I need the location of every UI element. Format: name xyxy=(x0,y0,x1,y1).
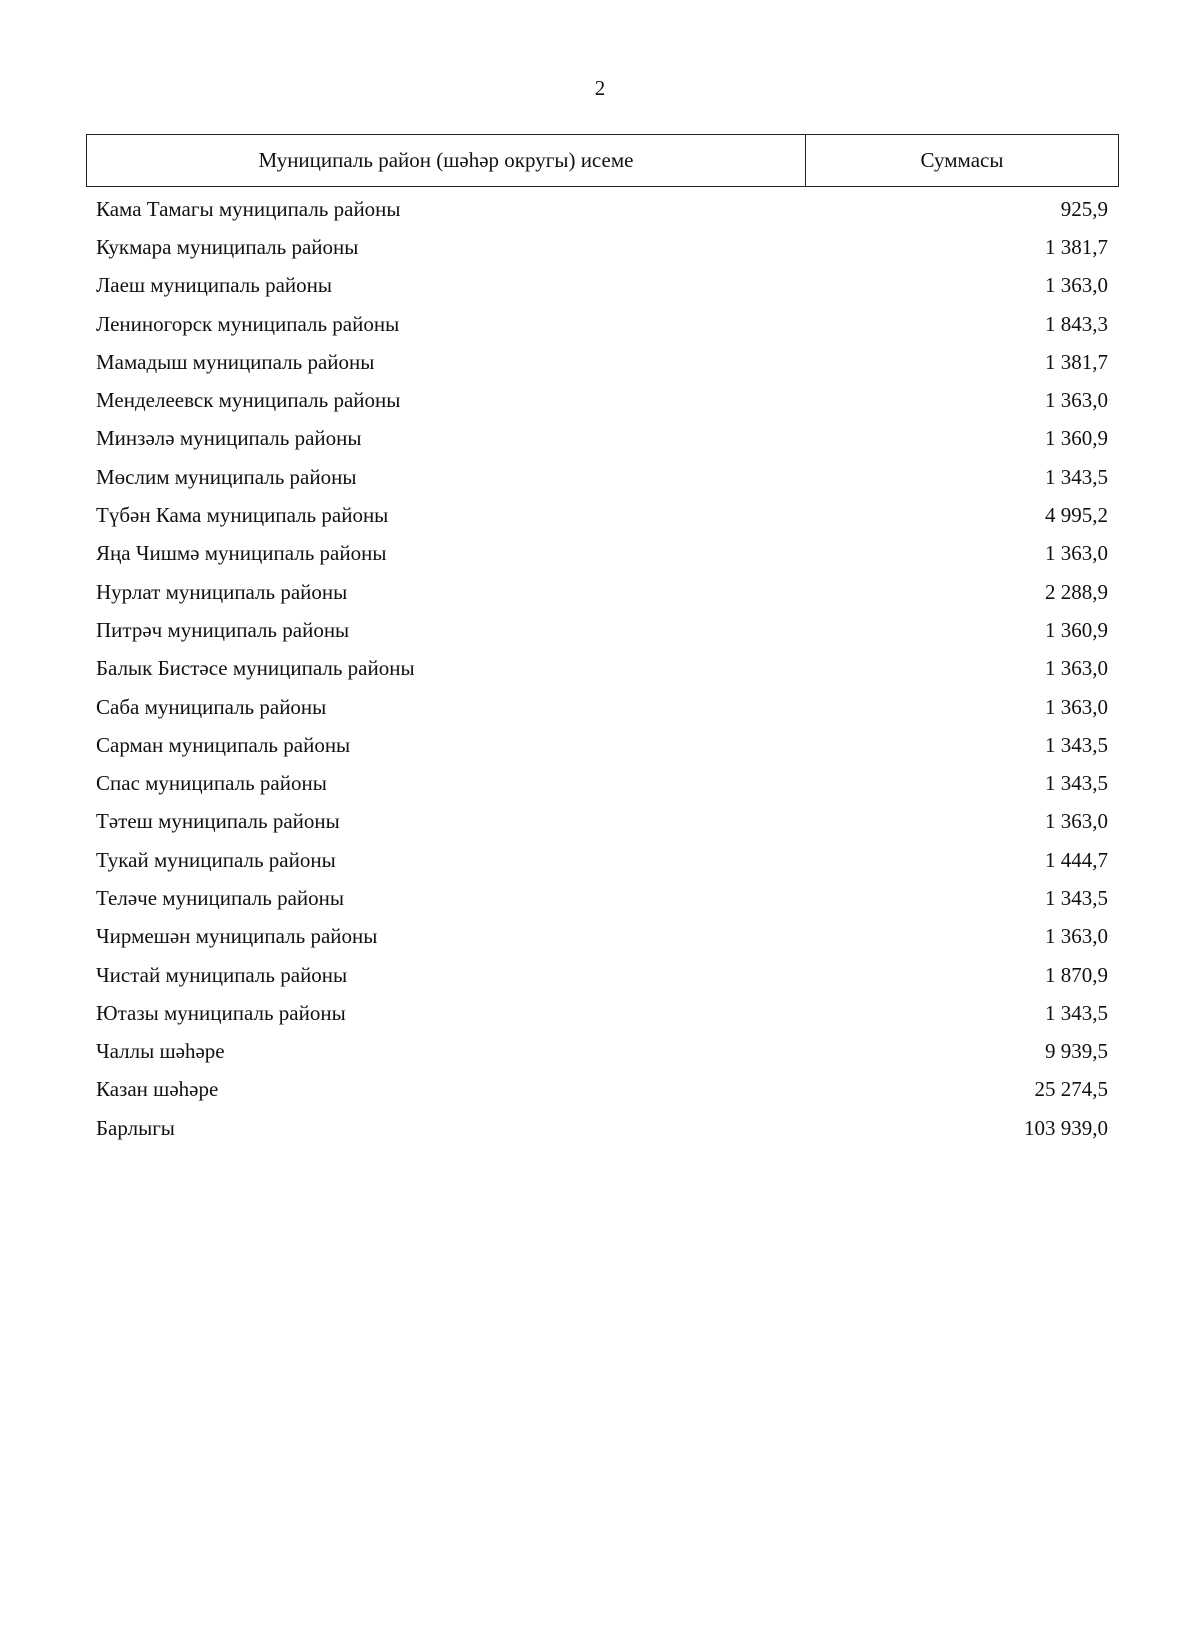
row-name: Спас муниципаль районы xyxy=(96,771,327,796)
row-value: 1 363,0 xyxy=(1045,694,1108,719)
table-row xyxy=(96,994,1108,1032)
row-name: Балык Бистәсе муниципаль районы xyxy=(96,656,415,681)
row-name: Саба муниципаль районы xyxy=(96,694,327,719)
row-name: Ютазы муниципаль районы xyxy=(96,1000,346,1025)
table-row xyxy=(96,305,1108,343)
row-name: Тукай муниципаль районы xyxy=(96,847,336,872)
table-row xyxy=(96,1071,1108,1109)
row-name: Тәтеш муниципаль районы xyxy=(96,809,340,834)
row-value: 1 360,9 xyxy=(1045,617,1108,642)
table-row xyxy=(96,726,1108,764)
total-value: 103 939,0 xyxy=(1024,1115,1108,1140)
row-value: 1 363,0 xyxy=(1045,273,1108,298)
row-value: 1 363,0 xyxy=(1045,656,1108,681)
row-value: 1 343,5 xyxy=(1045,464,1108,489)
row-value: 1 381,7 xyxy=(1045,349,1108,374)
row-name: Лаеш муниципаль районы xyxy=(96,273,333,298)
table-row xyxy=(96,228,1108,266)
table-row xyxy=(96,343,1108,381)
row-name: Нурлат муниципаль районы xyxy=(96,579,348,604)
table-row xyxy=(96,535,1108,573)
row-name: Менделеевск муниципаль районы xyxy=(96,388,401,413)
row-value: 1 843,3 xyxy=(1045,311,1108,336)
table-row xyxy=(96,841,1108,879)
row-name: Сарман муниципаль районы xyxy=(96,732,351,757)
table-row xyxy=(96,688,1108,726)
row-value: 1 444,7 xyxy=(1045,847,1108,872)
row-value: 4 995,2 xyxy=(1045,503,1108,528)
row-value: 1 363,0 xyxy=(1045,541,1108,566)
page-number: 2 xyxy=(594,76,606,100)
row-value: 1 343,5 xyxy=(1045,732,1108,757)
row-name: Түбән Кама муниципаль районы xyxy=(96,503,389,528)
row-value: 1 360,9 xyxy=(1045,426,1108,451)
table-body xyxy=(96,190,1108,1147)
table-row xyxy=(96,803,1108,841)
total-label: Барлыгы xyxy=(96,1115,175,1140)
table-row xyxy=(96,496,1108,534)
row-value: 1 343,5 xyxy=(1045,771,1108,796)
table-row xyxy=(96,764,1108,802)
row-name: Мөслим муниципаль районы xyxy=(96,464,357,489)
row-value: 1 363,0 xyxy=(1045,924,1108,949)
municipality-column-header: Муниципаль район (шәһәр округы) исеме xyxy=(87,135,806,186)
table-row xyxy=(96,573,1108,611)
row-name: Чирмешән муниципаль районы xyxy=(96,924,378,949)
row-value: 1 870,9 xyxy=(1045,962,1108,987)
row-value: 2 288,9 xyxy=(1045,579,1108,604)
row-name: Чистай муниципаль районы xyxy=(96,962,348,987)
table-header xyxy=(86,134,1119,187)
row-value: 1 381,7 xyxy=(1045,234,1108,259)
table-row xyxy=(96,918,1108,956)
table-row xyxy=(96,458,1108,496)
row-name: Теләче муниципаль районы xyxy=(96,885,344,910)
table-row xyxy=(96,190,1108,228)
row-name: Чаллы шәһәре xyxy=(96,1039,225,1064)
row-name: Питрәч муниципаль районы xyxy=(96,617,350,642)
row-value: 1 363,0 xyxy=(1045,388,1108,413)
row-value: 9 939,5 xyxy=(1045,1039,1108,1064)
row-name: Лениногорск муниципаль районы xyxy=(96,311,400,336)
table-row-total xyxy=(96,1109,1108,1147)
row-name: Казан шәһәре xyxy=(96,1077,219,1102)
table-row xyxy=(96,1033,1108,1071)
row-value: 25 274,5 xyxy=(1034,1077,1108,1102)
row-value: 1 343,5 xyxy=(1045,1000,1108,1025)
row-name: Минзәлә муниципаль районы xyxy=(96,426,362,451)
table-row xyxy=(96,267,1108,305)
table-row xyxy=(96,381,1108,419)
row-name: Кукмара муниципаль районы xyxy=(96,234,359,259)
table-row xyxy=(96,956,1108,994)
table-row xyxy=(96,879,1108,917)
row-name: Кама Тамагы муниципаль районы xyxy=(96,196,401,221)
table-row xyxy=(96,420,1108,458)
row-value: 1 363,0 xyxy=(1045,809,1108,834)
row-name: Мамадыш муниципаль районы xyxy=(96,349,375,374)
table-row xyxy=(96,650,1108,688)
row-value: 925,9 xyxy=(1060,196,1108,221)
row-name: Яңа Чишмә муниципаль районы xyxy=(96,541,387,566)
row-value: 1 343,5 xyxy=(1045,885,1108,910)
sum-column-header: Суммасы xyxy=(920,148,1004,172)
table-row xyxy=(96,611,1108,649)
